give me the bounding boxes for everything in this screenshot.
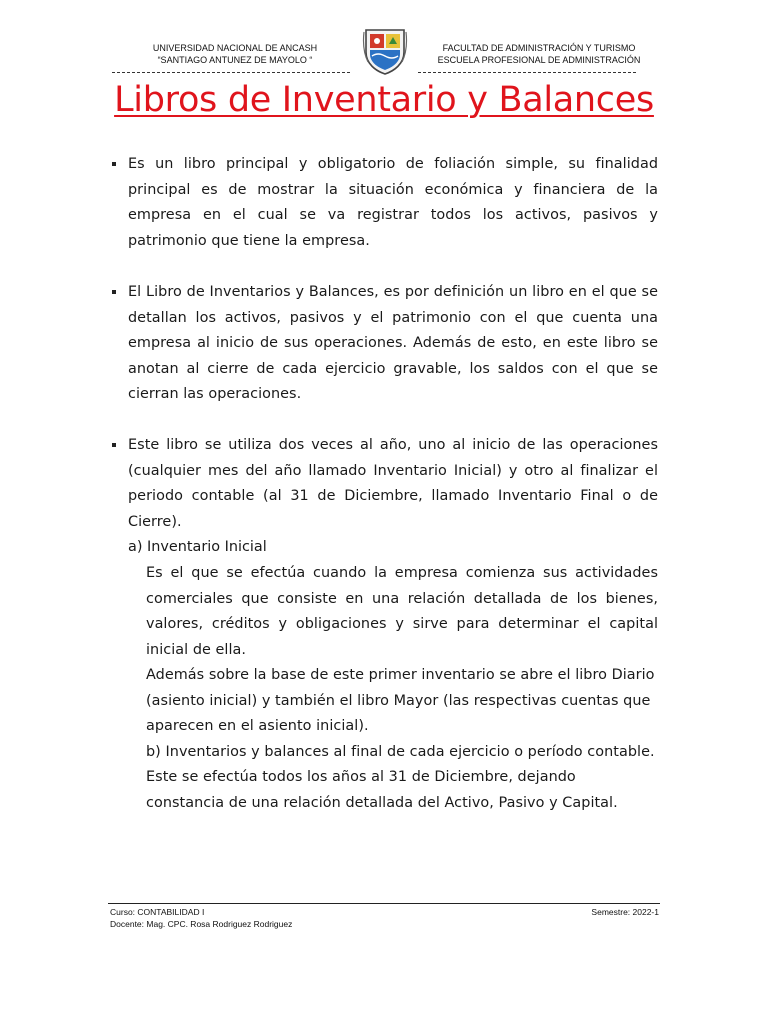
section-a-heading: a) Inventario Inicial xyxy=(128,539,267,555)
bullet-item-1 xyxy=(128,152,658,254)
section-a-paragraph-1: Es el que se efectúa cuando la empresa comienza sus actividades comerciales que consiste en una relación detallada de los bienes, valores, créditos y obligaciones y sirve para determinar el capital inicial de ella. xyxy=(146,565,658,658)
section-b-paragraph: Este se efectúa todos los años al 31 de Diciembre, dejando constancia de una relación detallada del Activo, Pasivo y Capital. xyxy=(146,769,618,811)
faculty-name: FACULTAD DE ADMINISTRACIÓN Y TURISMO xyxy=(442,43,636,53)
bullet-text: El Libro de Inventarios y Balances, es por definición un libro en el que se detallan los activos, pasivos y el patrimonio con el que cuenta una empresa al inicio de sus operaciones. Además de esto, en este libro se anotan al cierre de cada ejercicio gravable, los saldos con el que se cierran las operaciones. xyxy=(128,284,658,402)
bullet-icon xyxy=(112,290,116,294)
university-crest-icon xyxy=(362,26,408,76)
footer-teacher: Docente: Mag. CPC. Rosa Rodriguez Rodriguez xyxy=(110,919,293,929)
header-university xyxy=(110,42,360,66)
bullet-item-3 xyxy=(128,433,658,535)
bullet-icon xyxy=(112,443,116,447)
school-name: ESCUELA PROFESIONAL DE ADMINISTRACIÓN xyxy=(437,55,641,65)
bullet-text: Este libro se utiliza dos veces al año, uno al inicio de las operaciones (cualquier mes del año llamado Inventario Inicial) y otro al finalizar el periodo contable (al 31 de Diciembre, llamado Inventario Final o de Cierre). xyxy=(128,437,658,530)
header-faculty xyxy=(414,42,664,66)
header-divider-left xyxy=(112,72,350,73)
section-b-heading: b) Inventarios y balances al final de cada ejercicio o período contable. xyxy=(146,743,655,760)
footer-semester: Semestre: 2022-1 xyxy=(591,907,659,917)
bullet-icon xyxy=(112,162,116,166)
page-title: Libros de Inventario y Balances xyxy=(114,80,654,120)
footer-divider xyxy=(108,903,660,904)
footer-course: Curso: CONTABILIDAD I xyxy=(110,907,205,917)
section-a-paragraph-2: Además sobre la base de este primer inventario se abre el libro Diario (asiento inicial) y también el libro Mayor (las respectivas cuentas que aparecen en el asiento inicial). xyxy=(146,667,655,734)
bullet-text: Es un libro principal y obligatorio de foliación simple, su finalidad principal es de mostrar la situación económica y financiera de la empresa en el cual se va registrar todos los activos, pasivos y patrimonio que tiene la empresa. xyxy=(128,156,658,249)
section-a-body xyxy=(146,561,658,816)
university-name: UNIVERSIDAD NACIONAL DE ANCASH xyxy=(152,43,318,53)
bullet-item-2 xyxy=(128,280,658,408)
header-divider-right xyxy=(418,72,636,73)
university-subtitle: “SANTIAGO ANTUNEZ DE MAYOLO “ xyxy=(157,55,313,65)
